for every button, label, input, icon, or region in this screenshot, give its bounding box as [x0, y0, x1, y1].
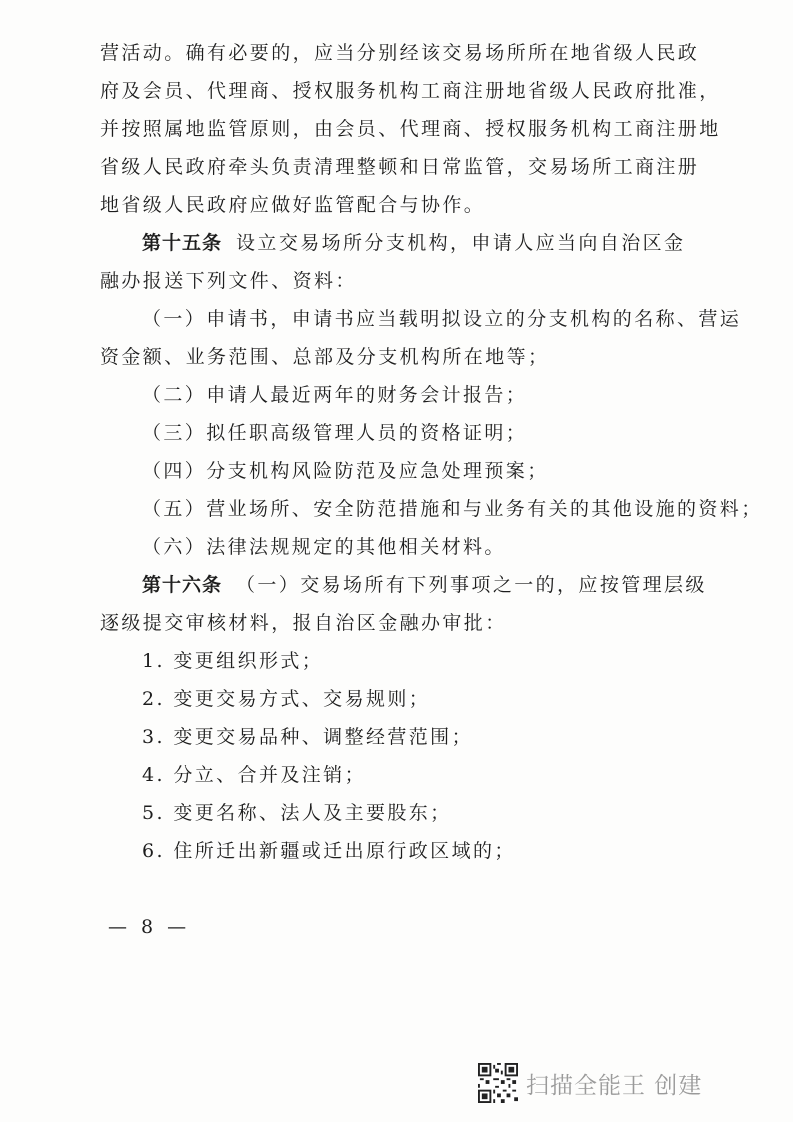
line-text: 1. 变更组织形式；	[142, 650, 324, 672]
text-line	[100, 110, 721, 148]
line-text: （二）申请人最近两年的财务会计报告；	[142, 384, 528, 406]
line-text: 3. 变更交易品种、调整经营范围；	[142, 726, 473, 748]
line-text: 并按照属地监管原则，由会员、代理商、授权服务机构工商注册地	[100, 118, 721, 140]
text-line	[100, 718, 700, 756]
text-line	[100, 566, 707, 604]
text-line	[100, 338, 700, 376]
line-text: 地省级人民政府应做好监管配合与协作。	[100, 194, 486, 216]
text-line	[100, 300, 742, 338]
line-text: （六）法律法规规定的其他相关材料。	[142, 536, 506, 558]
text-line	[100, 262, 700, 300]
text-line	[100, 452, 700, 490]
line-text: 逐级提交审核材料，报自治区金融办审批：	[100, 612, 507, 634]
line-text: （五）营业场所、安全防范措施和与业务有关的其他设施的资料；	[142, 498, 763, 520]
line-text: 融办报送下列文件、资料：	[100, 270, 357, 292]
text-line	[100, 34, 700, 72]
line-text: 府及会员、代理商、授权服务机构工商注册地省级人民政府批准，	[100, 80, 721, 102]
line-text: 6. 住所迁出新疆或迁出原行政区域的；	[142, 840, 516, 862]
watermark-text: 扫描全能王 创建	[526, 1072, 703, 1099]
line-text: （一）交易场所有下列事项之一的，应按管理层级	[236, 574, 707, 596]
text-line	[100, 832, 700, 870]
line-text: （三）拟任职高级管理人员的资格证明；	[142, 422, 528, 444]
line-text: （一）申请书，申请书应当载明拟设立的分支机构的名称、营运	[142, 308, 742, 330]
text-line	[100, 72, 721, 110]
text-line	[100, 794, 700, 832]
line-text: 4. 分立、合并及注销；	[142, 764, 366, 786]
text-line	[100, 604, 700, 642]
line-text: 2. 变更交易方式、交易规则；	[142, 688, 431, 710]
text-line	[100, 490, 763, 528]
line-text: 设立交易场所分支机构，申请人应当向自治区金	[236, 232, 686, 254]
line-text: 资金额、业务范围、总部及分支机构所在地等；	[100, 346, 550, 368]
line-text: （四）分支机构风险防范及应急处理预案；	[142, 460, 549, 482]
line-text: 省级人民政府牵头负责清理整顿和日常监管，交易场所工商注册	[100, 156, 700, 178]
qr-code-icon	[478, 1063, 518, 1103]
scanner-watermark	[478, 1062, 702, 1104]
text-line	[100, 414, 700, 452]
text-line	[100, 224, 700, 262]
text-line	[100, 680, 700, 718]
page-number: — 8 —	[108, 916, 191, 938]
line-text: 营活动。确有必要的，应当分别经该交易场所所在地省级人民政	[100, 42, 700, 64]
text-line	[100, 376, 700, 414]
line-text: 5. 变更名称、法人及主要股东；	[142, 802, 452, 824]
article-heading: 第十六条	[142, 574, 223, 596]
document-body	[100, 34, 763, 870]
text-line	[100, 756, 700, 794]
text-line	[100, 642, 700, 680]
article-heading: 第十五条	[142, 232, 223, 254]
text-line	[100, 148, 700, 186]
text-line	[100, 528, 700, 566]
text-line	[100, 186, 700, 224]
